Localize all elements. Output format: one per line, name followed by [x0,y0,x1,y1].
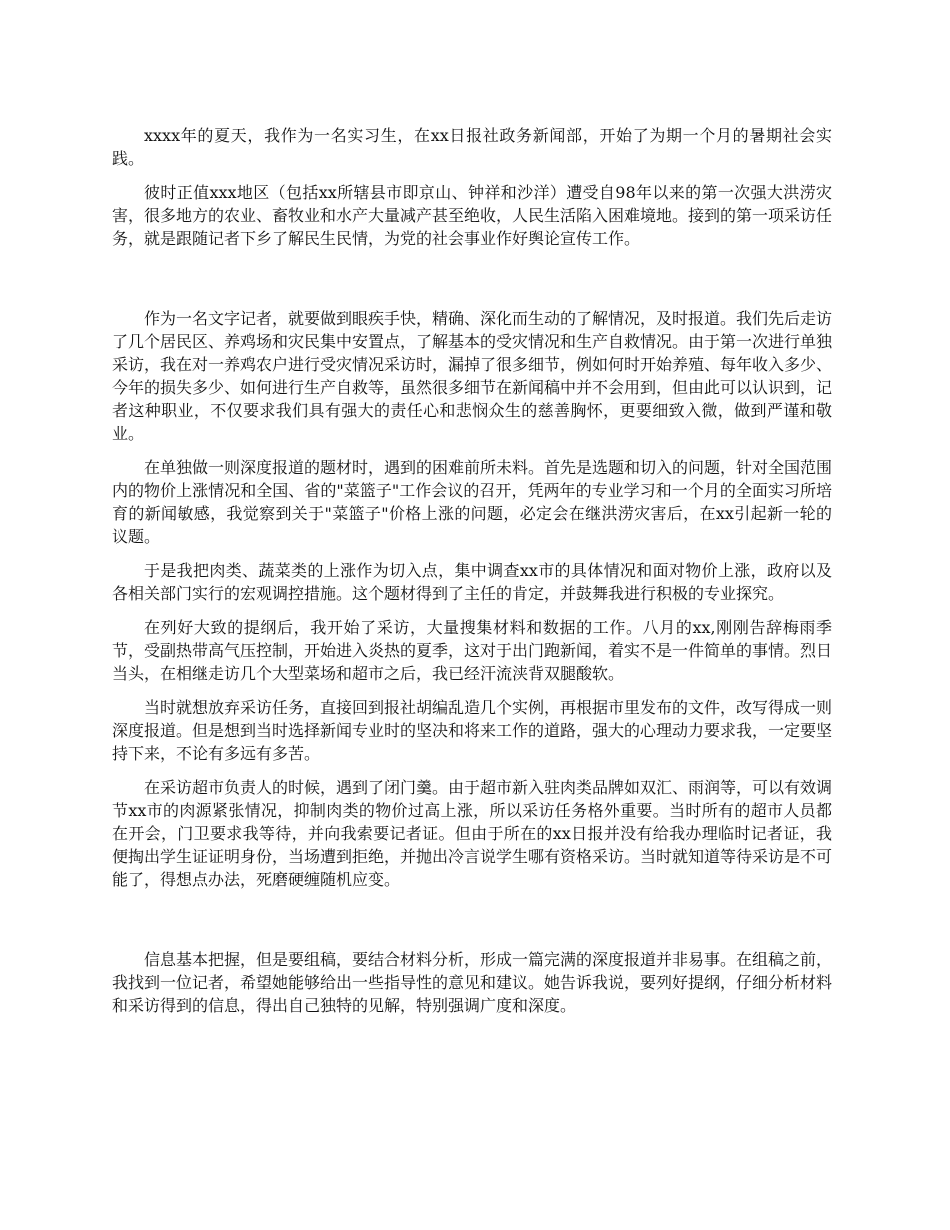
section-gap [112,902,832,948]
paragraph-7: 当时就想放弃采访任务，直接回到报社胡编乱造几个实例，再根据市里发布的文件，改写得成一则深度报道。但是想到当时选择新闻专业时的坚决和将来工作的道路，强大的心理动力要求我，一定要坚持下来，不论有多远有多苦。 [112,698,833,763]
paragraph-4: 在单独做一则深度报道的题材时，遇到的困难前所未料。首先是选题和切入的问题，针对全国范围内的物价上涨情况和全国、省的"菜篮子"工作会议的召开，凭两年的专业学习和一个月的全面实习所培育的新闻敏感，我觉察到关于"菜篮子"价格上涨的问题，必定会在继洪涝灾害后，在xx引起新一轮的议题。 [112,458,833,546]
document-body [112,124,832,1028]
paragraph-1: xxxx年的夏天，我作为一名实习生，在xx日报社政务新闻部，开始了为期一个月的暑期社会实践。 [112,126,832,168]
paragraph-8: 在采访超市负责人的时候，遇到了闭门羹。由于超市新入驻肉类品牌如双汇、雨润等，可以有效调节xx市的肉源紧张情况，抑制肉类的物价过高上涨，所以采访任务格外重要。当时所有的超市人员都在开会，门卫要求我等待，并向我索要记者证。但由于所在的xx日报并没有给我办理临时记者证，我便掏出学生证证明身份，当场遭到拒绝，并抛出冷言说学生哪有资格采访。当时就知道等待采访是不可能了，得想点办法，死磨硬缠随机应变。 [112,778,833,889]
paragraph-5: 于是我把肉类、蔬菜类的上涨作为切入点，集中调查xx市的具体情况和面对物价上涨，政府以及各相关部门实行的宏观调控措施。这个题材得到了主任的肯定，并鼓舞我进行积极的专业探究。 [112,561,832,603]
paragraph-6: 在列好大致的提纲后，我开始了采访，大量搜集材料和数据的工作。八月的xx,刚刚告辞梅雨季节，受副热带高气压控制，开始进入炎热的夏季，这对于出门跑新闻，着实不是一件简单的事情。烈日当头，在相继走访几个大型菜场和超市之后，我已经汗流浃背双腿酸软。 [112,618,833,683]
section-gap [112,261,832,307]
paragraph-9: 信息基本把握，但是要组稿，要结合材料分析，形成一篇完满的深度报道并非易事。在组稿之前，我找到一位记者，希望她能够给出一些指导性的意见和建议。她告诉我说，要列好提纲，仔细分析材料和采访得到的信息，得出自己独特的见解，特别强调广度和深度。 [112,950,833,1015]
paragraph-3: 作为一名文字记者，就要做到眼疾手快，精确、深化而生动的了解情况，及时报道。我们先后走访了几个居民区、养鸡场和灾民集中安置点，了解基本的受灾情况和生产自救情况。由于第一次进行单独采访，我在对一养鸡农户进行受灾情况采访时，漏掉了很多细节，例如何时开始养殖、每年收入多少、今年的损失多少、如何进行生产自救等，虽然很多细节在新闻稿中并不会用到，但由此可以认识到，记者这种职业，不仅要求我们具有强大的责任心和悲悯众生的慈善胸怀，更要细致入微，做到严谨和敬业。 [112,309,833,443]
paragraph-2: 彼时正值xxx地区（包括xx所辖县市即京山、钟祥和沙洋）遭受自98年以来的第一次强大洪涝灾害，很多地方的农业、畜牧业和水产大量减产甚至绝收，人民生活陷入困难境地。接到的第一项采访任务，就是跟随记者下乡了解民生民情，为党的社会事业作好舆论宣传工作。 [112,183,833,248]
